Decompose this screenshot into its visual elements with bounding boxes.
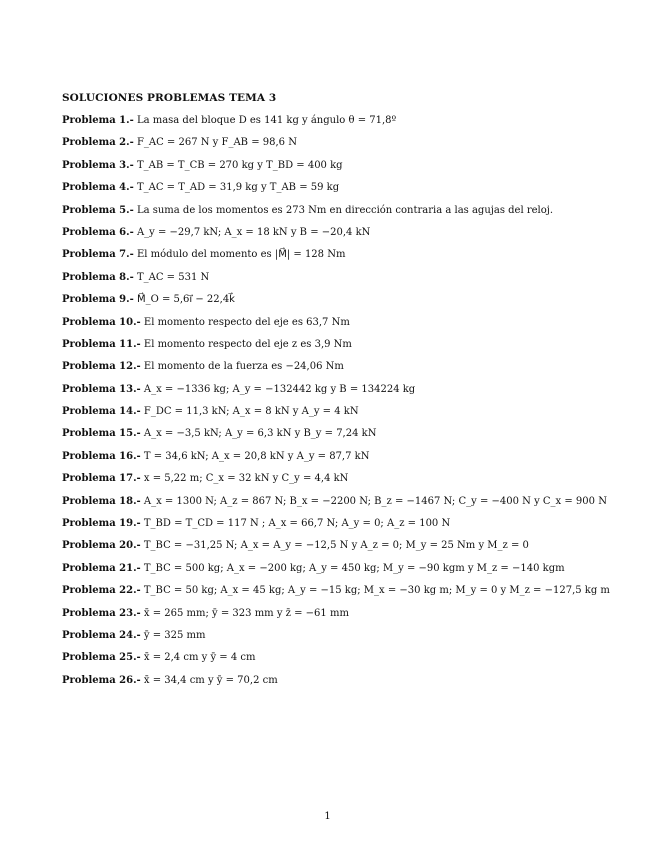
problem-row: [62, 629, 622, 651]
problem-row: [62, 248, 622, 270]
problem-answer: El momento respecto del eje z es 3,9 Nm: [143, 338, 352, 350]
problem-answer: x = 5,22 m; C_x = 32 kN y C_y = 4,4 kN: [143, 473, 349, 485]
problem-answer: x̄ = 265 mm; ȳ = 323 mm y z̄ = −61 mm: [143, 607, 349, 619]
problem-label: Problema 20.-: [62, 540, 141, 552]
problem-row: [62, 159, 622, 181]
problem-row: [62, 427, 622, 449]
problem-row: [62, 360, 622, 382]
problem-row: [62, 405, 622, 427]
problem-label: Problema 26.-: [62, 674, 141, 686]
problem-label: Problema 15.-: [62, 428, 141, 440]
problem-label: Problema 24.-: [62, 629, 141, 641]
problem-answer: F_AC = 267 N y F_AB = 98,6 N: [136, 137, 297, 149]
problem-answer: El módulo del momento es |M⃗| = 128 Nm: [136, 249, 346, 261]
problem-answer: T_BC = 50 kg; A_x = 45 kg; A_y = −15 kg; M_x = −30 kg m; M_y = 0 y M_z = −127,5 kg m: [143, 585, 610, 597]
problem-label: Problema 16.-: [62, 450, 141, 462]
problem-label: Problema 25.-: [62, 652, 141, 664]
problem-row: [62, 607, 622, 629]
problem-row: [62, 450, 622, 472]
problem-answer: x̄ = 34,4 cm y ȳ = 70,2 cm: [143, 674, 278, 686]
problem-label: Problema 19.-: [62, 518, 141, 530]
solutions-list: [62, 114, 622, 696]
problem-answer: x̄ = 2,4 cm y ȳ = 4 cm: [143, 652, 256, 664]
problem-answer: T_AB = T_CB = 270 kg y T_BD = 400 kg: [136, 159, 343, 171]
problem-answer: El momento respecto del eje es 63,7 Nm: [143, 316, 350, 328]
problem-row: [62, 674, 622, 696]
problem-label: Problema 8.-: [62, 271, 134, 283]
problem-label: Problema 1.-: [62, 115, 134, 126]
page-number: 1: [324, 811, 331, 822]
problem-label: Problema 9.-: [62, 294, 134, 306]
problem-row: [62, 226, 622, 248]
problem-label: Problema 7.-: [62, 249, 134, 261]
problem-row: [62, 114, 622, 136]
problem-row: [62, 383, 622, 405]
problem-row: [62, 181, 622, 203]
problem-answer: T_BD = T_CD = 117 N ; A_x = 66,7 N; A_y = 0; A_z = 100 N: [143, 518, 451, 530]
problem-answer: T_AC = T_AD = 31,9 kg y T_AB = 59 kg: [136, 182, 340, 194]
problem-answer: A_y = −29,7 kN; A_x = 18 kN y B = −20,4 kN: [136, 226, 371, 238]
problem-label: Problema 13.-: [62, 383, 141, 395]
problem-label: Problema 11.-: [62, 338, 141, 350]
problem-answer: ȳ = 325 mm: [143, 629, 206, 641]
problem-answer: T_BC = 500 kg; A_x = −200 kg; A_y = 450 kg; M_y = −90 kgm y M_z = −140 kgm: [143, 562, 565, 574]
problem-label: Problema 4.-: [62, 182, 134, 194]
problem-row: [62, 517, 622, 539]
problem-answer: A_x = −1336 kg; A_y = −132442 kg y B = 134224 kg: [143, 383, 416, 395]
problem-label: Problema 18.-: [62, 495, 141, 507]
problem-label: Problema 17.-: [62, 473, 141, 485]
problem-row: [62, 316, 622, 338]
problem-label: Problema 14.-: [62, 406, 141, 418]
problem-label: Problema 12.-: [62, 361, 141, 373]
problem-row: [62, 204, 622, 226]
problem-row: [62, 338, 622, 360]
problem-answer: El momento de la fuerza es −24,06 Nm: [143, 361, 344, 373]
problem-answer: T_AC = 531 N: [136, 271, 210, 283]
problem-row: [62, 539, 622, 561]
page-title: SOLUCIONES PROBLEMAS TEMA 3: [62, 92, 277, 104]
problem-answer: La masa del bloque D es 141 kg y ángulo θ = 71,8º: [136, 115, 397, 126]
problem-row: [62, 562, 622, 584]
problem-label: Problema 21.-: [62, 562, 141, 574]
problem-row: [62, 293, 622, 315]
problem-label: Problema 5.-: [62, 204, 134, 216]
problem-answer: La suma de los momentos es 273 Nm en dirección contraria a las agujas del reloj.: [136, 204, 554, 216]
problem-label: Problema 2.-: [62, 137, 134, 149]
problem-answer: T_BC = −31,25 N; A_x = A_y = −12,5 N y A_z = 0; M_y = 25 Nm y M_z = 0: [143, 540, 529, 552]
problem-row: [62, 472, 622, 494]
problem-answer: M⃗_O = 5,6i⃗ − 22,4k⃗: [136, 294, 235, 306]
problem-label: Problema 23.-: [62, 607, 141, 619]
problem-answer: A_x = −3,5 kN; A_y = 6,3 kN y B_y = 7,24 kN: [143, 428, 377, 440]
problem-label: Problema 22.-: [62, 585, 141, 597]
problem-row: [62, 136, 622, 158]
problem-answer: A_x = 1300 N; A_z = 867 N; B_x = −2200 N; B_z = −1467 N; C_y = −400 N y C_x = 900 N: [143, 495, 607, 507]
problem-answer: F_DC = 11,3 kN; A_x = 8 kN y A_y = 4 kN: [143, 406, 359, 418]
problem-label: Problema 3.-: [62, 159, 134, 171]
problem-row: [62, 584, 622, 606]
problem-row: [62, 495, 622, 517]
problem-answer: T = 34,6 kN; A_x = 20,8 kN y A_y = 87,7 kN: [143, 450, 370, 462]
problem-label: Problema 10.-: [62, 316, 141, 328]
problem-row: [62, 651, 622, 673]
problem-row: [62, 271, 622, 293]
problem-label: Problema 6.-: [62, 226, 134, 238]
